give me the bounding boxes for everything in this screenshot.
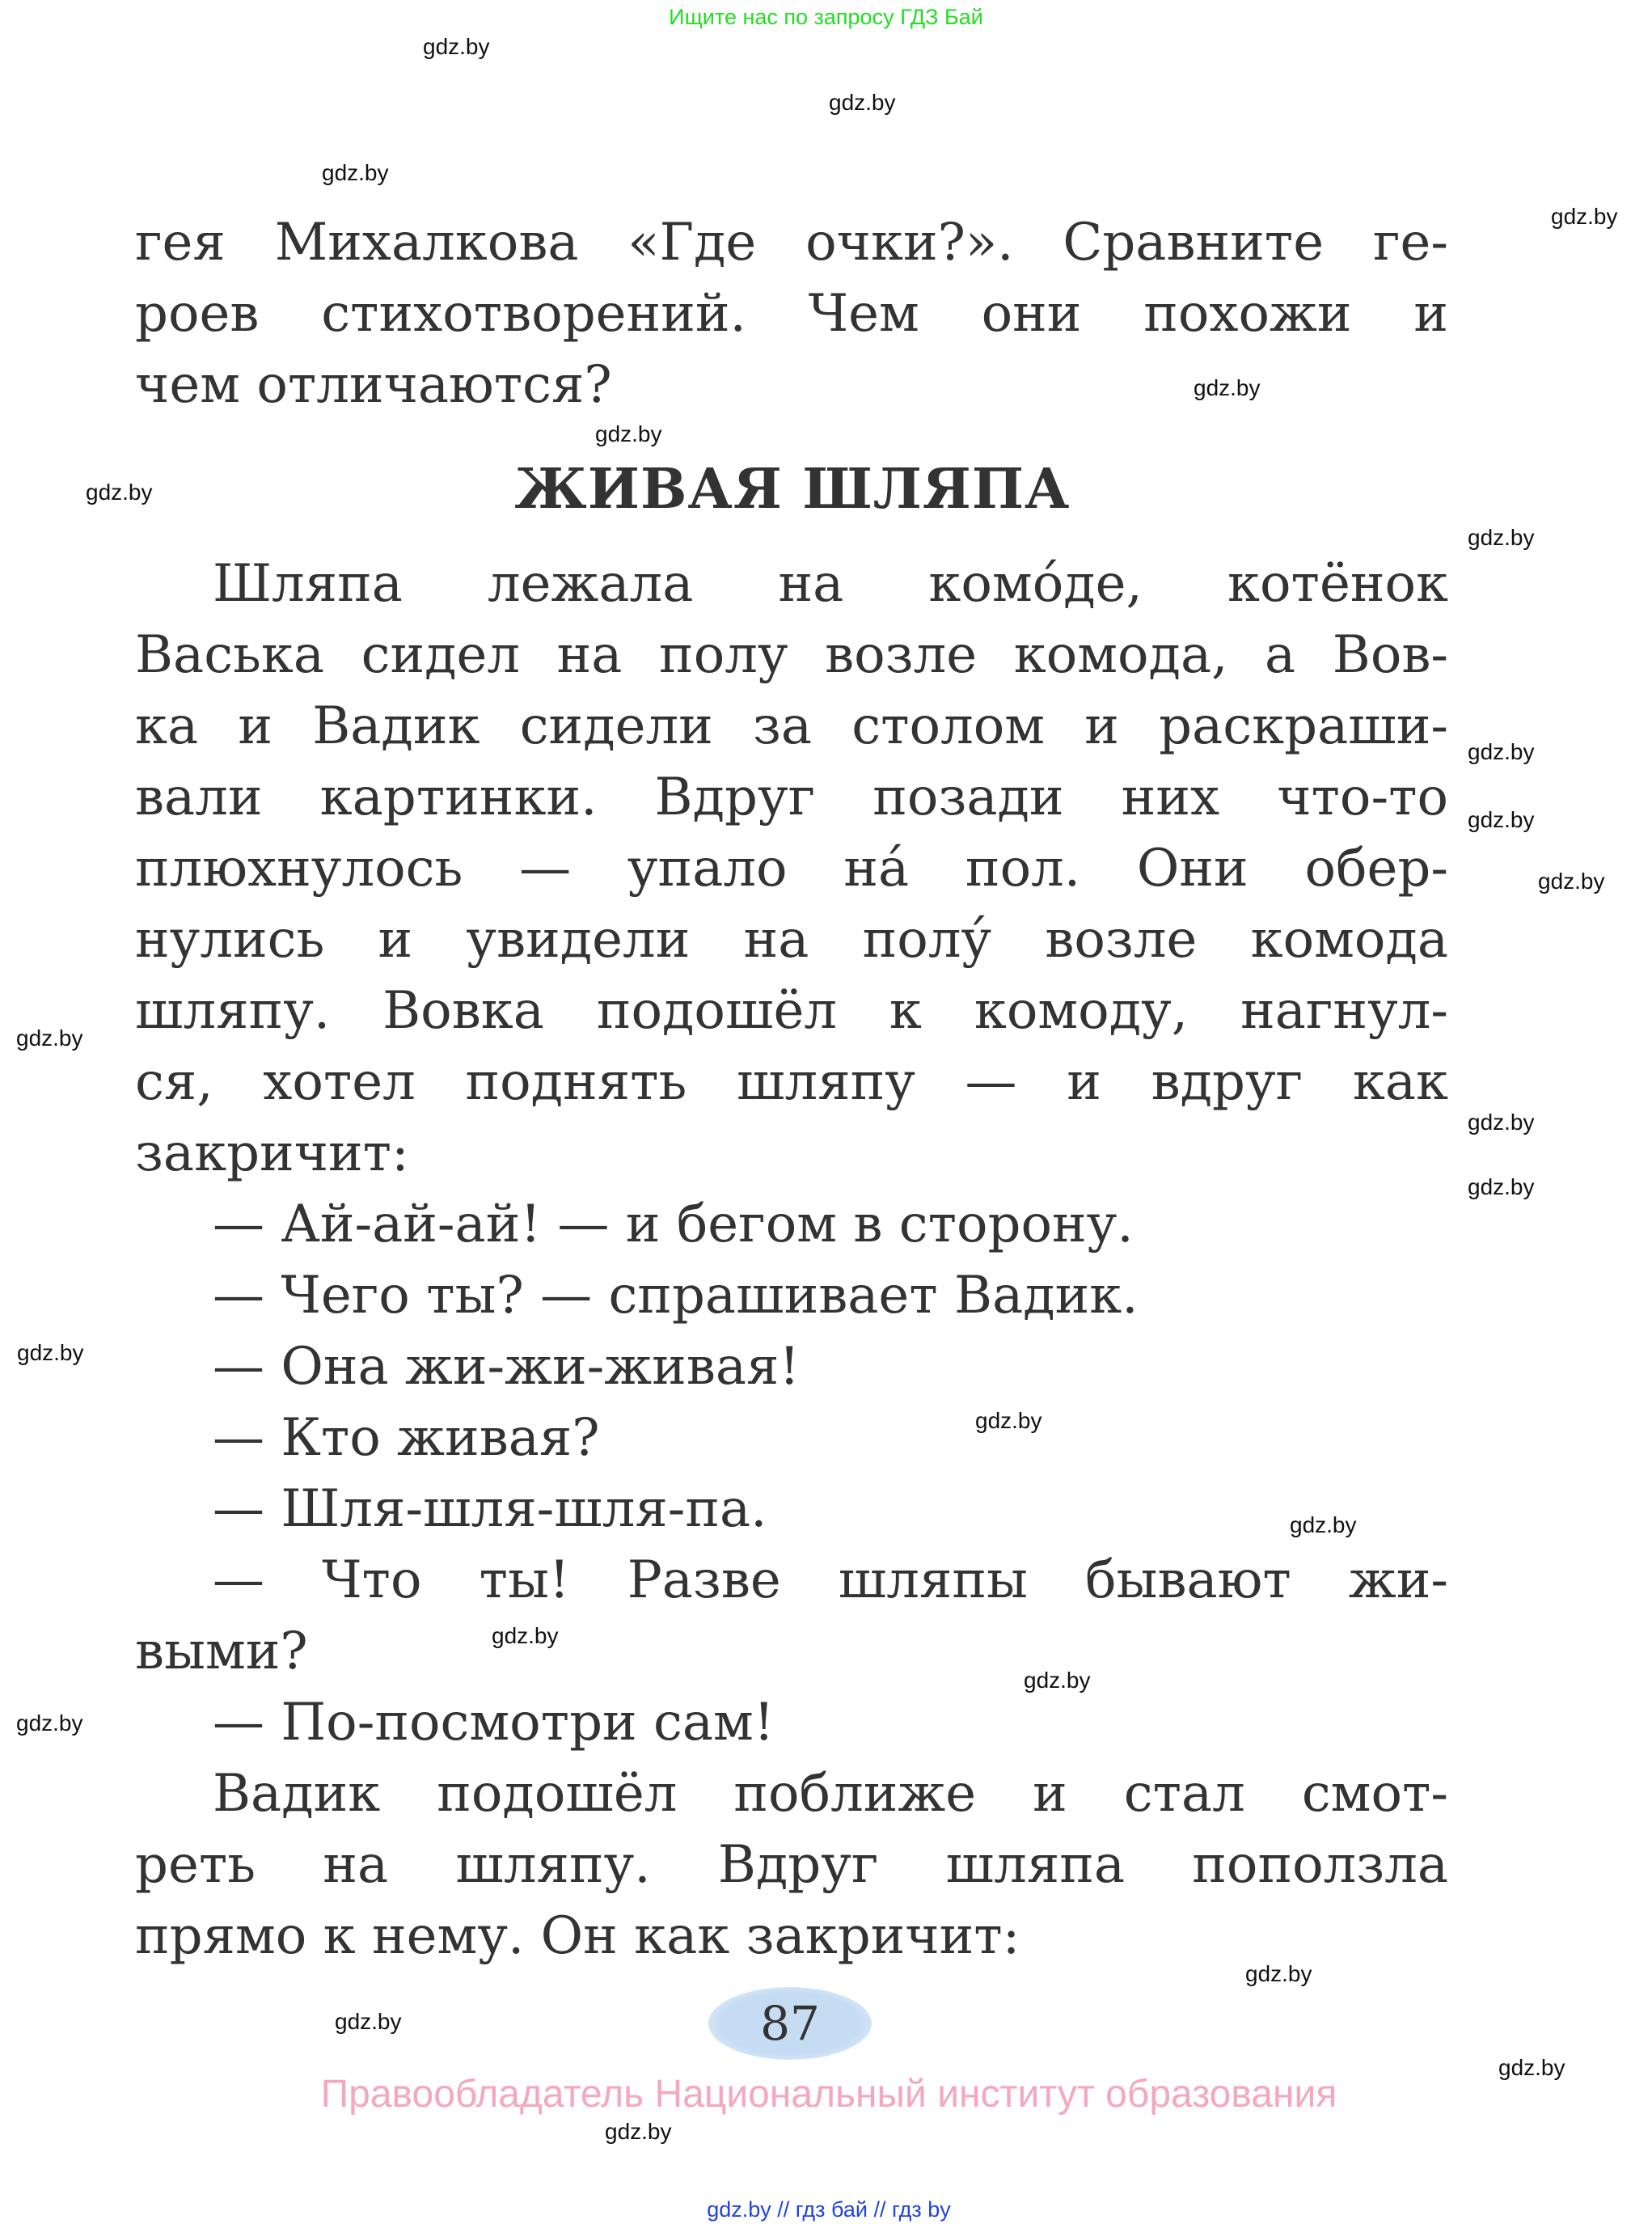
watermark: gdz.by xyxy=(975,1408,1042,1433)
watermark: gdz.by xyxy=(16,1710,83,1736)
watermark: gdz.by xyxy=(1468,1110,1535,1135)
watermark: gdz.by xyxy=(423,34,490,59)
text-line: ка и Вадик сидели за столом и раскраши- xyxy=(135,696,1448,756)
watermark: gdz.by xyxy=(1468,807,1535,832)
watermark: gdz.by xyxy=(86,480,153,505)
watermark: gdz.by xyxy=(1468,739,1535,764)
watermark: gdz.by xyxy=(1551,204,1618,229)
dialogue-line: — Что ты! Разве шляпы бывают жи- xyxy=(213,1550,1448,1610)
text-line: роев стихотворений. Чем они похожи и xyxy=(135,284,1448,344)
text-line: Шляпа лежала на комо́де, котёнок xyxy=(213,554,1448,614)
text-line: выми? xyxy=(135,1621,308,1681)
watermark: gdz.by xyxy=(1538,869,1605,894)
text-line: шляпу. Вовка подошёл к комоду, нагнул- xyxy=(135,981,1448,1041)
page-number: 87 xyxy=(760,1996,820,2051)
dialogue-line: — По-посмотри сам! xyxy=(213,1693,775,1753)
text-line: ся, хотел поднять шляпу — и вдруг как xyxy=(135,1052,1448,1112)
watermark: gdz.by xyxy=(16,1025,83,1051)
dialogue-line: — Ай-ай-ай! — и бегом в сторону. xyxy=(213,1194,1134,1254)
watermark: gdz.by xyxy=(1194,375,1261,400)
watermark: gdz.by xyxy=(1245,1961,1312,1986)
watermark: gdz.by xyxy=(492,1623,559,1648)
watermark: gdz.by xyxy=(1290,1512,1357,1537)
story-title: ЖИВАЯ ШЛЯПА xyxy=(514,457,1071,522)
dialogue-line: — Она жи-жи-живая! xyxy=(213,1337,801,1397)
watermark: gdz.by xyxy=(829,90,896,115)
text-line: Вадик подошёл поближе и стал смот- xyxy=(213,1764,1448,1824)
text-line: вали картинки. Вдруг позади них что-то xyxy=(135,767,1448,827)
text-line: реть на шляпу. Вдруг шляпа поползла xyxy=(135,1835,1448,1895)
dialogue-line: — Шля-шля-шля-па. xyxy=(213,1479,767,1539)
text-line: чем отличаются? xyxy=(135,355,612,415)
watermark: gdz.by xyxy=(1468,1174,1535,1199)
text-line: гея Михалкова «Где очки?». Сравните ге- xyxy=(135,213,1448,273)
text-line: закричит: xyxy=(135,1123,409,1183)
watermark: gdz.by xyxy=(1024,1668,1091,1693)
top-banner[interactable]: Ищите нас по запросу ГДЗ Бай xyxy=(669,5,983,29)
story-text xyxy=(135,548,1448,1972)
watermark: gdz.by xyxy=(335,2009,402,2034)
watermark: gdz.by xyxy=(322,160,389,185)
text-line: нулись и увидели на полу́ возле комода xyxy=(135,910,1448,970)
text-line: прямо к нему. Он как закричит: xyxy=(135,1906,1020,1966)
rights-holder: Правообладатель Национальный институт образования xyxy=(320,2073,1337,2116)
text-line: Васька сидел на полу возле комода, а Вов- xyxy=(135,625,1448,685)
watermark: gdz.by xyxy=(1468,525,1535,550)
text-line: плюхнулось — упало на́ пол. Они обер- xyxy=(135,839,1448,898)
footer-links[interactable]: gdz.by // гдз бай // гдз by xyxy=(707,2197,951,2222)
dialogue-line: — Кто живая? xyxy=(213,1408,600,1468)
watermark: gdz.by xyxy=(1498,2055,1565,2080)
watermark: gdz.by xyxy=(17,1340,84,1365)
watermark: gdz.by xyxy=(605,2119,672,2144)
watermark: gdz.by xyxy=(595,421,662,446)
dialogue-line: — Чего ты? — спрашивает Вадик. xyxy=(213,1266,1139,1326)
